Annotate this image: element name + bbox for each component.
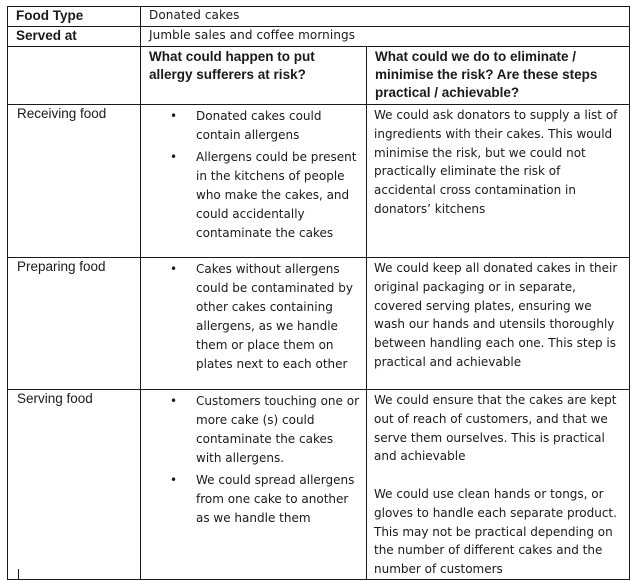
bullet-icon: • xyxy=(170,473,178,487)
blank-column-header xyxy=(8,47,141,105)
response-text: We could keep all donated cakes in their original packaging or in separate, covered serving plates, ensuring we wash our hands and utensils thoroughly between handling each one. This step is practical and achievable xyxy=(374,261,618,369)
response-cell xyxy=(367,390,630,580)
column-header-row xyxy=(8,47,630,105)
list-item xyxy=(141,107,366,145)
stage-label: Serving food xyxy=(8,390,141,580)
stage-label: Preparing food xyxy=(8,258,141,390)
served-at-label: Served at xyxy=(8,27,141,47)
risk-text: Donated cakes could contain allergens xyxy=(196,109,322,142)
served-at-value: Jumble sales and coffee mornings xyxy=(141,27,630,47)
stage-label: Receiving food xyxy=(8,105,141,258)
list-item xyxy=(141,260,366,374)
receiving-food-row xyxy=(8,105,630,258)
risk-text: Allergens could be present in the kitchens of people who make the cakes, and could accidentally contaminate the cakes xyxy=(196,150,357,240)
page-divider xyxy=(18,569,19,579)
response-cell xyxy=(367,258,630,390)
response-cell xyxy=(367,105,630,258)
food-type-value: Donated cakes xyxy=(141,7,630,27)
bullet-icon: • xyxy=(170,109,178,123)
response-text: We could ask donators to supply a list of ingredients with their cakes. This would minimise the risk, but we could not practically eliminate the risk of accidental cross contamination in donators’ kitchens xyxy=(374,108,618,216)
risk-list xyxy=(141,260,366,374)
food-type-row xyxy=(8,7,630,27)
risk-text: Customers touching one or more cake (s) could contaminate the cakes with allergens. xyxy=(196,394,360,465)
response-column-header: What could we do to eliminate / minimise the risk? Are these steps practical / achievable? xyxy=(367,47,630,105)
list-item xyxy=(141,148,366,243)
risk-list xyxy=(141,107,366,243)
preparing-food-row xyxy=(8,258,630,390)
serving-food-row xyxy=(8,390,630,580)
list-item xyxy=(141,471,366,528)
bullet-icon: • xyxy=(170,150,178,164)
risk-text: Cakes without allergens could be contaminated by other cakes containing allergens, as we handle them or place them on plates next to each other xyxy=(196,262,353,371)
risk-cell xyxy=(141,105,367,258)
risk-text: We could spread allergens from one cake to another as we handle them xyxy=(196,473,355,525)
list-item xyxy=(141,392,366,468)
risk-cell xyxy=(141,258,367,390)
risk-column-header: What could happen to put allergy sufferers at risk? xyxy=(141,47,367,105)
risk-cell xyxy=(141,390,367,580)
risk-list xyxy=(141,392,366,528)
food-type-label: Food Type xyxy=(8,7,141,27)
bullet-icon: • xyxy=(170,394,178,408)
bullet-icon: • xyxy=(170,262,178,276)
allergy-risk-table xyxy=(7,6,630,580)
response-text: We could ensure that the cakes are kept out of reach of customers, and that we serve them ourselves. This is practical and achievable xyxy=(374,393,617,464)
response-text: We could use clean hands or tongs, or gloves to handle each separate product. This may not be practical depending on the number of different cakes and the number of customers xyxy=(374,486,617,577)
served-at-row xyxy=(8,27,630,47)
